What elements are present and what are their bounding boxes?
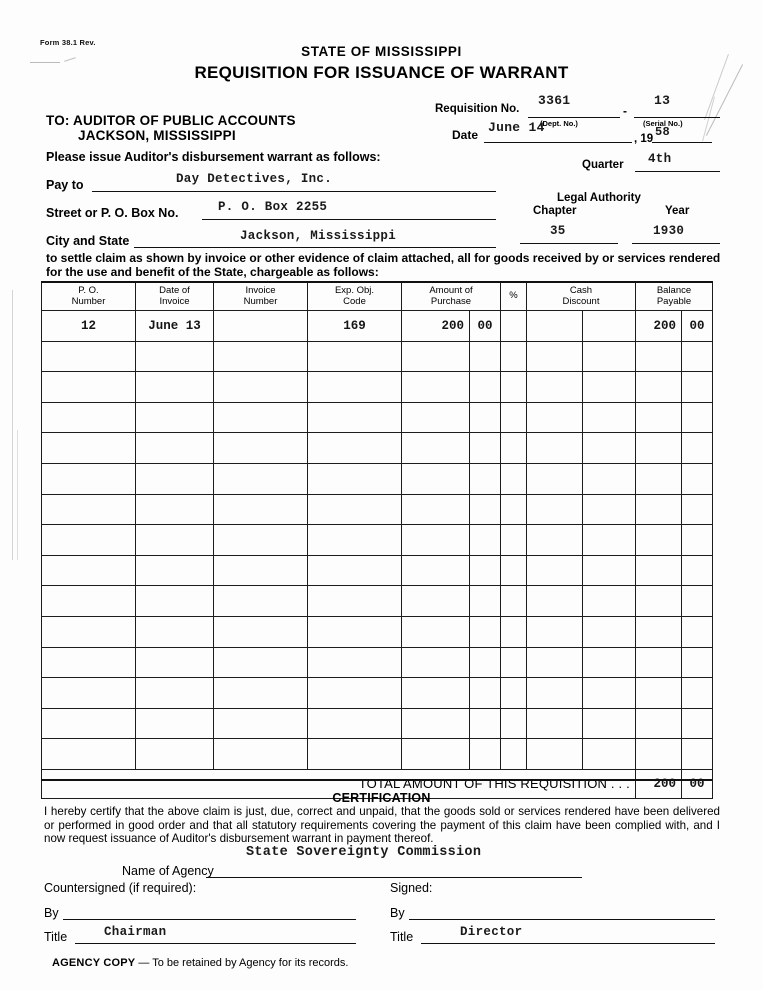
cell-discount-cents [583,555,636,586]
quarter-label: Quarter [582,159,624,171]
cell-discount-dollars [527,616,583,647]
cell-balance-cents [682,708,713,739]
cell-balance-cents: 00 [682,311,713,342]
cell-discount-cents [583,739,636,770]
cell-percent [501,708,527,739]
table-row [42,647,713,678]
cell-balance-dollars: 200 [636,311,682,342]
cell-discount-dollars [527,647,583,678]
legal-year-rule [632,243,720,244]
requisition-dash: - [623,104,627,118]
cell-discount-dollars [527,555,583,586]
table-header-row [42,282,713,311]
year-value: 58 [655,125,671,139]
col-date-of-invoice: Date of Invoice [136,282,214,311]
legal-chapter-label: Chapter [533,205,577,217]
table-row [42,678,713,709]
cell-amount-cents [470,647,501,678]
cell-discount-dollars [527,372,583,403]
footer-note-bold: AGENCY COPY [52,957,136,969]
cell-balance-cents [682,586,713,617]
table-bottom-rule [41,779,712,781]
legal-year-label: Year [665,205,690,217]
cell-exp-obj-code [308,678,402,709]
cell-date-invoice [136,555,214,586]
cell-amount-dollars [402,647,470,678]
payto-value: Day Detectives, Inc. [176,172,333,186]
cell-invoice-number [214,311,308,342]
countersigned-label: Countersigned (if required): [44,881,197,895]
table-row [42,739,713,770]
date-label: Date [452,128,479,142]
cell-balance-dollars [636,555,682,586]
agency-name-label: Name of Agency [122,864,214,878]
cell-exp-obj-code [308,463,402,494]
cell-amount-cents [470,372,501,403]
quarter-value: 4th [648,152,672,166]
requisition-serial-sublabel: (Serial No.) [643,119,683,128]
cell-amount-dollars [402,341,470,372]
cell-date-invoice: June 13 [136,311,214,342]
certification-title: CERTIFICATION [332,791,431,805]
table-row [42,555,713,586]
legal-chapter-value: 35 [550,224,566,238]
cell-date-invoice [136,372,214,403]
cell-po-number [42,586,136,617]
cell-amount-dollars [402,555,470,586]
cell-discount-dollars [527,708,583,739]
agency-name-rule [206,877,582,878]
city-value: Jackson, Mississippi [240,229,397,243]
requisition-dept-no-value: 3361 [538,93,571,108]
cell-date-invoice [136,463,214,494]
cell-exp-obj-code [308,586,402,617]
table-body [42,311,713,770]
legal-authority-title: Legal Authority [557,192,641,204]
cell-amount-dollars [402,463,470,494]
cell-amount-cents [470,708,501,739]
cell-date-invoice [136,678,214,709]
cell-discount-dollars [527,402,583,433]
street-rule [202,219,496,220]
cell-discount-dollars [527,586,583,617]
cell-po-number [42,372,136,403]
cell-amount-dollars [402,678,470,709]
cell-discount-dollars [527,341,583,372]
cell-balance-cents [682,341,713,372]
cell-balance-cents [682,678,713,709]
cell-amount-dollars [402,739,470,770]
page-title: REQUISITION FOR ISSUANCE OF WARRANT [194,63,569,82]
cell-discount-dollars [527,433,583,464]
by-left-rule [63,919,356,920]
cell-exp-obj-code [308,402,402,433]
settle-claim-text: to settle claim as shown by invoice or other evidence of claim attached, all for goods received by or services rendered for the use and benefit of the State, chargeable as follows: [46,251,721,279]
cell-balance-cents [682,525,713,556]
cell-po-number [42,739,136,770]
signed-label: Signed: [390,881,433,895]
cell-percent [501,739,527,770]
cell-balance-cents [682,555,713,586]
title-right-label: Title [390,930,414,944]
cell-balance-dollars [636,678,682,709]
line-item-table [41,281,712,799]
cell-balance-cents [682,433,713,464]
cell-percent [501,402,527,433]
cell-po-number [42,433,136,464]
form-code: Form 38.1 Rev. [40,38,96,47]
cell-amount-dollars [402,586,470,617]
cell-invoice-number [214,433,308,464]
cell-discount-cents [583,525,636,556]
requisition-dept-sublabel: (Dept. No.) [540,119,578,128]
cell-discount-cents [583,647,636,678]
title-right-rule [421,943,715,944]
cell-date-invoice [136,402,214,433]
cell-balance-dollars [636,463,682,494]
cell-percent [501,647,527,678]
cell-exp-obj-code [308,433,402,464]
stray-mark-top-left [30,62,60,63]
cell-amount-dollars [402,616,470,647]
cell-invoice-number [214,372,308,403]
cell-po-number [42,647,136,678]
col-cash-discount: Cash Discount [527,282,636,311]
col-percent: % [501,282,527,311]
cell-percent [501,586,527,617]
cell-date-invoice [136,616,214,647]
cell-percent [501,555,527,586]
addressee-line-1: TO: AUDITOR OF PUBLIC ACCOUNTS [46,113,296,128]
cell-discount-dollars [527,678,583,709]
city-label: City and State [46,234,130,248]
col-amount-of-purchase: Amount of Purchase [402,282,501,311]
payto-rule [92,191,496,192]
cell-balance-dollars [636,525,682,556]
cell-exp-obj-code [308,555,402,586]
cell-discount-cents [583,586,636,617]
state-heading: STATE OF MISSISSIPPI [301,44,462,59]
cell-balance-dollars [636,494,682,525]
cell-balance-cents [682,739,713,770]
cell-invoice-number [214,555,308,586]
table-row [42,494,713,525]
cell-amount-dollars [402,433,470,464]
cell-balance-dollars [636,586,682,617]
year-rule [652,142,712,143]
quarter-rule [635,171,720,172]
table-row [42,311,713,342]
col-po-number: P. O. Number [42,282,136,311]
cell-amount-cents: 00 [470,311,501,342]
cell-discount-dollars [527,525,583,556]
cell-percent [501,494,527,525]
total-dollars: 200 [636,769,682,798]
cell-discount-cents [583,708,636,739]
cell-po-number: 12 [42,311,136,342]
date-rule [484,142,632,143]
table-row [42,463,713,494]
cell-amount-dollars: 200 [402,311,470,342]
cell-amount-dollars [402,525,470,556]
cell-po-number [42,678,136,709]
cell-amount-cents [470,739,501,770]
footer-note-rest: — To be retained by Agency for its records. [135,957,349,969]
cell-date-invoice [136,647,214,678]
stray-mark-left-edge [12,290,13,560]
cell-balance-dollars [636,341,682,372]
cell-balance-dollars [636,647,682,678]
cell-balance-dollars [636,402,682,433]
certification-body: I hereby certify that the above claim is just, due, correct and unpaid, that the goods sold or services rendered have been delivered or performed in good order and that all statutory requirements covering the payment of this claim have been complied with, and I now request issuance of Auditor's disbursement warrant in payment thereof. [44,805,720,846]
cell-invoice-number [214,739,308,770]
cell-percent [501,341,527,372]
cell-discount-dollars [527,311,583,342]
cell-date-invoice [136,433,214,464]
cell-percent [501,311,527,342]
street-value: P. O. Box 2255 [218,200,328,214]
col-exp-obj-code: Exp. Obj. Code [308,282,402,311]
street-label: Street or P. O. Box No. [46,206,179,220]
title-left-label: Title [44,930,68,944]
payto-label: Pay to [46,178,84,192]
cell-date-invoice [136,708,214,739]
legal-year-value: 1930 [653,224,685,238]
cell-amount-cents [470,616,501,647]
cell-discount-dollars [527,494,583,525]
cell-exp-obj-code [308,647,402,678]
cell-exp-obj-code [308,341,402,372]
cell-date-invoice [136,739,214,770]
cell-po-number [42,463,136,494]
cell-amount-cents [470,494,501,525]
cell-discount-cents [583,372,636,403]
cell-percent [501,433,527,464]
requisition-dept-rule [528,117,620,118]
cell-amount-cents [470,555,501,586]
cell-po-number [42,525,136,556]
cell-po-number [42,494,136,525]
cell-balance-cents [682,647,713,678]
table-row [42,372,713,403]
cell-percent [501,678,527,709]
cell-balance-cents [682,402,713,433]
cell-invoice-number [214,647,308,678]
year-prefix-label: , 19 [634,133,654,145]
cell-date-invoice [136,494,214,525]
cell-discount-dollars [527,463,583,494]
cell-exp-obj-code [308,616,402,647]
cell-balance-dollars [636,739,682,770]
cell-invoice-number [214,708,308,739]
cell-invoice-number [214,341,308,372]
legal-chapter-rule [520,243,618,244]
cell-invoice-number [214,678,308,709]
city-rule [134,247,496,248]
instruction-text: Please issue Auditor's disbursement warrant as follows: [46,150,381,164]
cell-percent [501,616,527,647]
cell-invoice-number [214,494,308,525]
cell-exp-obj-code [308,372,402,403]
title-left-rule [75,943,356,944]
cell-amount-cents [470,402,501,433]
cell-percent [501,463,527,494]
cell-invoice-number [214,463,308,494]
table-row [42,525,713,556]
cell-balance-dollars [636,372,682,403]
cell-invoice-number [214,402,308,433]
title-left-value: Chairman [104,925,167,939]
table-row [42,433,713,464]
cell-discount-cents [583,433,636,464]
cell-balance-cents [682,372,713,403]
cell-po-number [42,555,136,586]
cell-exp-obj-code [308,708,402,739]
cell-balance-dollars [636,708,682,739]
cell-amount-cents [470,341,501,372]
cell-amount-dollars [402,708,470,739]
table-row [42,586,713,617]
cell-exp-obj-code [308,525,402,556]
cell-po-number [42,616,136,647]
table-row [42,341,713,372]
cell-po-number [42,402,136,433]
table-row [42,708,713,739]
cell-percent [501,372,527,403]
cell-exp-obj-code [308,494,402,525]
cell-discount-cents [583,494,636,525]
requisition-no-label: Requisition No. [435,103,520,115]
by-right-rule [409,919,715,920]
cell-balance-cents [682,494,713,525]
cell-balance-dollars [636,616,682,647]
title-right-value: Director [460,925,523,939]
cell-date-invoice [136,525,214,556]
cell-amount-dollars [402,372,470,403]
date-value: June 14 [488,120,545,135]
cell-date-invoice [136,341,214,372]
cell-discount-cents [583,678,636,709]
cell-discount-cents [583,402,636,433]
cell-amount-cents [470,433,501,464]
total-label: TOTAL AMOUNT OF THIS REQUISITION . . . [136,769,636,798]
cell-discount-cents [583,463,636,494]
cell-amount-cents [470,678,501,709]
cell-discount-cents [583,311,636,342]
cell-exp-obj-code: 169 [308,311,402,342]
by-left-label: By [44,906,59,920]
cell-balance-dollars [636,433,682,464]
cell-discount-cents [583,341,636,372]
cell-amount-cents [470,463,501,494]
cell-exp-obj-code [308,739,402,770]
cell-po-number [42,708,136,739]
cell-amount-dollars [402,402,470,433]
cell-po-number [42,341,136,372]
table-row [42,402,713,433]
cell-invoice-number [214,586,308,617]
cell-discount-dollars [527,739,583,770]
requisition-serial-no-value: 13 [654,93,671,108]
by-right-label: By [390,906,405,920]
cell-invoice-number [214,525,308,556]
col-balance-payable: Balance Payable [636,282,713,311]
col-invoice-number: Invoice Number [214,282,308,311]
agency-name-value: State Sovereignty Commission [246,845,482,860]
total-cents: 00 [682,769,713,798]
cell-balance-cents [682,463,713,494]
cell-discount-cents [583,616,636,647]
cell-amount-cents [470,586,501,617]
footer-note [52,957,348,969]
cell-date-invoice [136,586,214,617]
stray-mark-left-edge-2 [17,430,18,560]
cell-amount-cents [470,525,501,556]
cell-balance-cents [682,616,713,647]
table-row [42,616,713,647]
cell-amount-dollars [402,494,470,525]
cell-invoice-number [214,616,308,647]
requisition-serial-rule [634,117,720,118]
cell-percent [501,525,527,556]
addressee-line-2: JACKSON, MISSISSIPPI [78,128,236,143]
